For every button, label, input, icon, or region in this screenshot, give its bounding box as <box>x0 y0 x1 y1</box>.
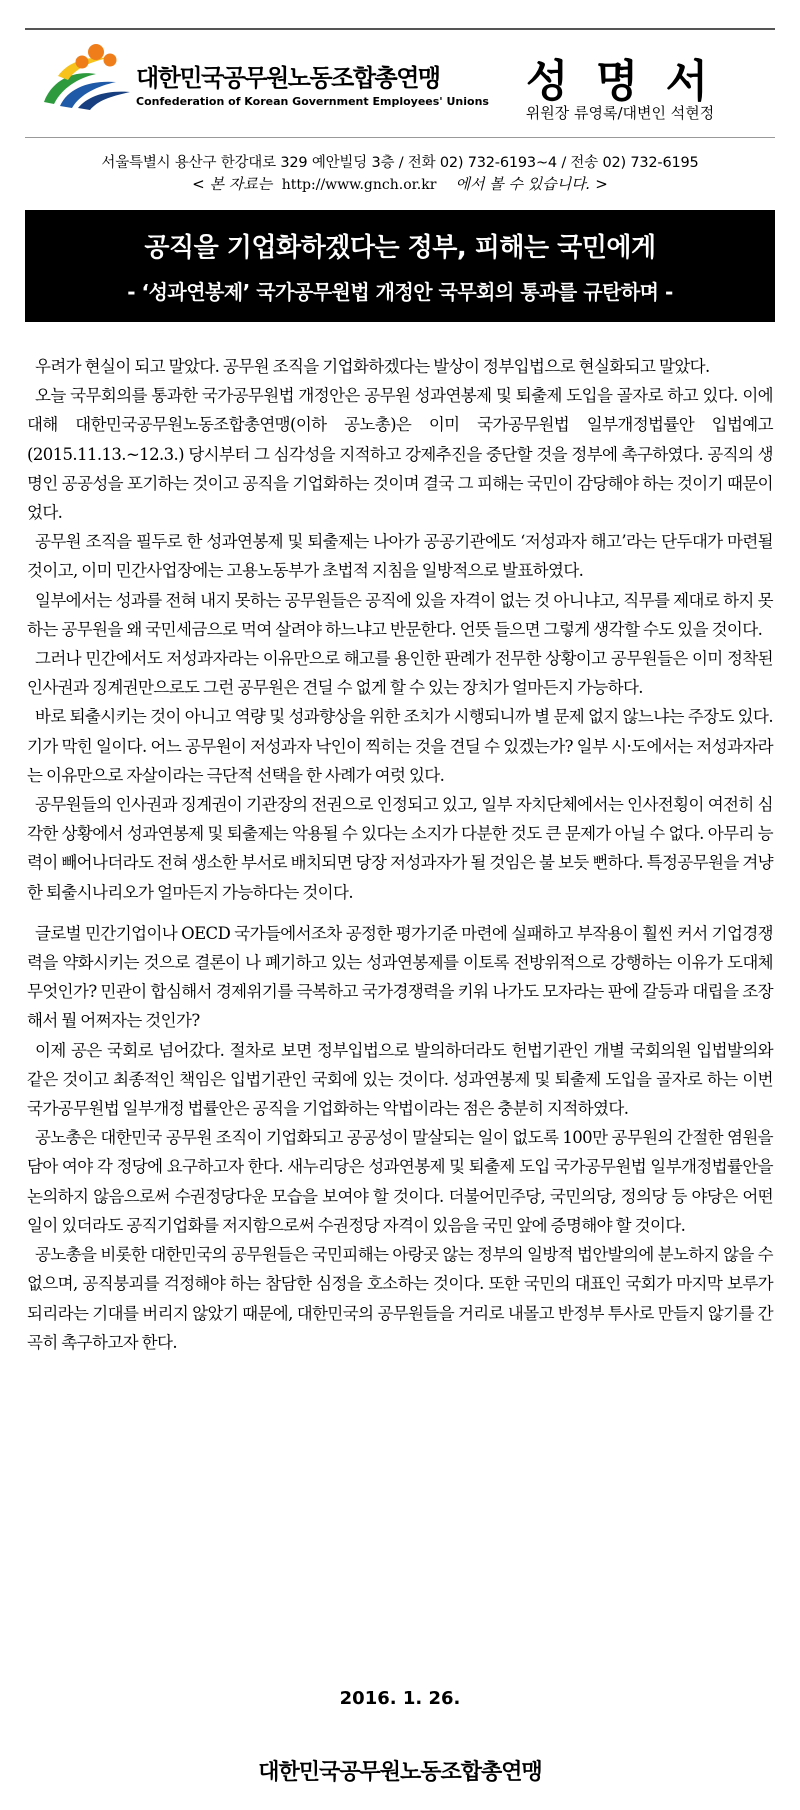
body-paragraph: 오늘 국무회의를 통과한 국가공무원법 개정안은 공무원 성과연봉제 및 퇴출제 도입을 골자로 하고 있다. 이에 대해 대한민국공무원노동조합총연맹(이하 공노총)은 이미 국가공무원법 일부개정법률안 입법예고(2015.11.13.~12.3.) 당시부터 그 심각성을 지적하고 강제추진을 중단할 것을 정부에 촉구하였다. 공직의 생명인 공공성을 포기하는 것이고 공직을 기업화하는 것이며 결국 그 피해는 국민이 감당해야 하는 것이기 때문이었다. <box>27 386 773 523</box>
body-paragraph: 이제 공은 국회로 넘어갔다. 절차로 보면 정부입법으로 발의하더라도 헌법기관인 개별 국회의원 입법발의와 같은 것이고 최종적인 책임은 입법기관인 국회에 있는 것이다. 성과연봉제 및 퇴출제 도입을 골자로 하는 이번 국가공무원법 일부개정 법률안은 공직을 기업화하는 악법이라는 점은 충분히 지적하였다. <box>27 1040 773 1119</box>
logo-navy-arc <box>78 92 130 110</box>
body-paragraph: 공노총을 비롯한 대한민국의 공무원들은 국민피해는 아랑곳 않는 정부의 일방적 법안발의에 분노하지 않을 수 없으며, 공직붕괴를 걱정해야 하는 참담한 심정을 호소하는 것이다. 또한 국민의 대표인 국회가 마지막 보루가 되리라는 기대를 버리지 않았기 때문에, 대한민국의 공무원들을 거리로 내몰고 반정부 투사로 만들지 않기를 간곡히 촉구하고자 한다. <box>27 1245 773 1352</box>
contact-address: 서울특별시 용산구 한강대로 329 예안빌딩 3층 / 전화 02) 732-6193~4 / 전송 02) 732-6195 <box>101 155 699 171</box>
website-link[interactable]: http://www.gnch.or.kr <box>281 177 437 193</box>
top-rule <box>25 28 775 30</box>
document-title: 성 명 서 <box>525 56 715 107</box>
statement-body <box>27 352 773 1357</box>
chair-spokesperson: 위원장 류영록/대변인 석현정 <box>525 104 715 122</box>
org-name-en: Confederation of Korean Government Employees' Unions <box>136 95 489 108</box>
logo-figure-2 <box>88 44 104 60</box>
headline-title: 공직을 기업화하겠다는 정부, 피해는 국민에게 <box>144 233 656 263</box>
headline-subtitle: - ‘성과연봉제’ 국가공무원법 개정안 국무회의 통과를 규탄하며 - <box>127 280 673 304</box>
body-paragraph: 그러나 민간에서도 저성과자라는 이유만으로 해고를 용인한 판례가 전무한 상황이고 공무원들은 이미 정착된 인사권과 징계권만으로도 그런 공무원은 견딜 수 없게 할 수 있는 장치가 얼마든지 가능하다. <box>27 649 773 698</box>
logo-figure-3 <box>104 54 117 67</box>
logo-figure-1 <box>76 56 89 69</box>
org-name-kr: 대한민국공무원노동조합총연맹 <box>136 64 440 92</box>
signature-org: 대한민국공무원노동조합총연맹 <box>258 1760 542 1785</box>
header-divider <box>25 137 775 138</box>
body-paragraph: 바로 퇴출시키는 것이 아니고 역량 및 성과향상을 위한 조치가 시행되니까 별 문제 없지 않느냐는 주장도 있다. 기가 막힌 일이다. 어느 공무원이 저성과자 낙인이 찍히는 것을 견딜 수 있겠는가? 일부 시·도에서는 저성과자라는 이유만으로 자살이라는 극단적 선택을 한 사례가 여럿 있다. <box>27 707 773 785</box>
body-paragraph: 공무원 조직을 필두로 한 성과연봉제 및 퇴출제는 나아가 공공기관에도 ‘저성과자 해고’라는 단두대가 마련될 것이고, 이미 민간사업장에는 고용노동부가 초법적 지침을 일방적으로 발표하였다. <box>27 532 773 581</box>
website-notice-prefix: < 본 자료는 <box>192 175 273 193</box>
headline-box <box>25 210 775 322</box>
body-paragraph: 공노총은 대한민국 공무원 조직이 기업화되고 공공성이 말살되는 일이 없도록 100만 공무원의 간절한 염원을 담아 여야 각 정당에 요구하고자 한다. 새누리당은 성과연봉제 및 퇴출제 도입 국가공무원법 일부개정법률안을 논의하지 않음으로써 수권정당다운 모습을 보여야 할 것이다. 더불어민주당, 국민의당, 정의당 등 야당은 어떤 일이 있더라도 공직기업화를 저지함으로써 수권정당 자격이 있음을 국민 앞에 증명해야 할 것이다. <box>27 1128 773 1235</box>
website-notice <box>25 173 775 194</box>
union-logo <box>38 40 134 110</box>
body-paragraph: 공무원들의 인사권과 징계권이 기관장의 전권으로 인정되고 있고, 일부 자치단체에서는 인사전횡이 여전히 심각한 상황에서 성과연봉제 및 퇴출제는 악용될 수 있다는 소지가 다분한 것도 큰 문제가 아닐 수 없다. 아무리 능력이 빼어나더라도 전혀 생소한 부서로 배치되면 당장 저성과자가 될 것임은 불 보듯 뻔하다. 특정공무원을 겨냥한 퇴출시나리오가 얼마든지 가능하다는 것이다. <box>27 795 773 902</box>
statement-date: 2016. 1. 26. <box>339 1688 461 1709</box>
body-paragraph: 글로벌 민간기업이나 OECD 국가들에서조차 공정한 평가기준 마련에 실패하고 부작용이 훨씬 커서 기업경쟁력을 약화시키는 것으로 결론이 나 폐기하고 있는 성과연봉제를 이토록 전방위적으로 강행하는 이유가 도대체 무엇인가? 민관이 합심해서 경제위기를 극복하고 국가경쟁력을 키워 나가도 모자라는 판에 갈등과 대립을 조장해서 뭘 어쩌자는 것인가? <box>27 923 773 1031</box>
body-paragraph: 일부에서는 성과를 전혀 내지 못하는 공무원들은 공직에 있을 자격이 없는 것 아니냐고, 직무를 제대로 하지 못하는 공무원을 왜 국민세금으로 먹여 살려야 하느냐고 반문한다. 언뜻 들으면 그렇게 생각할 수도 있을 것이다. <box>27 590 773 639</box>
body-paragraph: 우려가 현실이 되고 말았다. 공무원 조직을 기업화하겠다는 발상이 정부입법으로 현실화되고 말았다. <box>35 357 710 376</box>
website-notice-suffix: 에서 볼 수 있습니다. > <box>455 175 608 193</box>
